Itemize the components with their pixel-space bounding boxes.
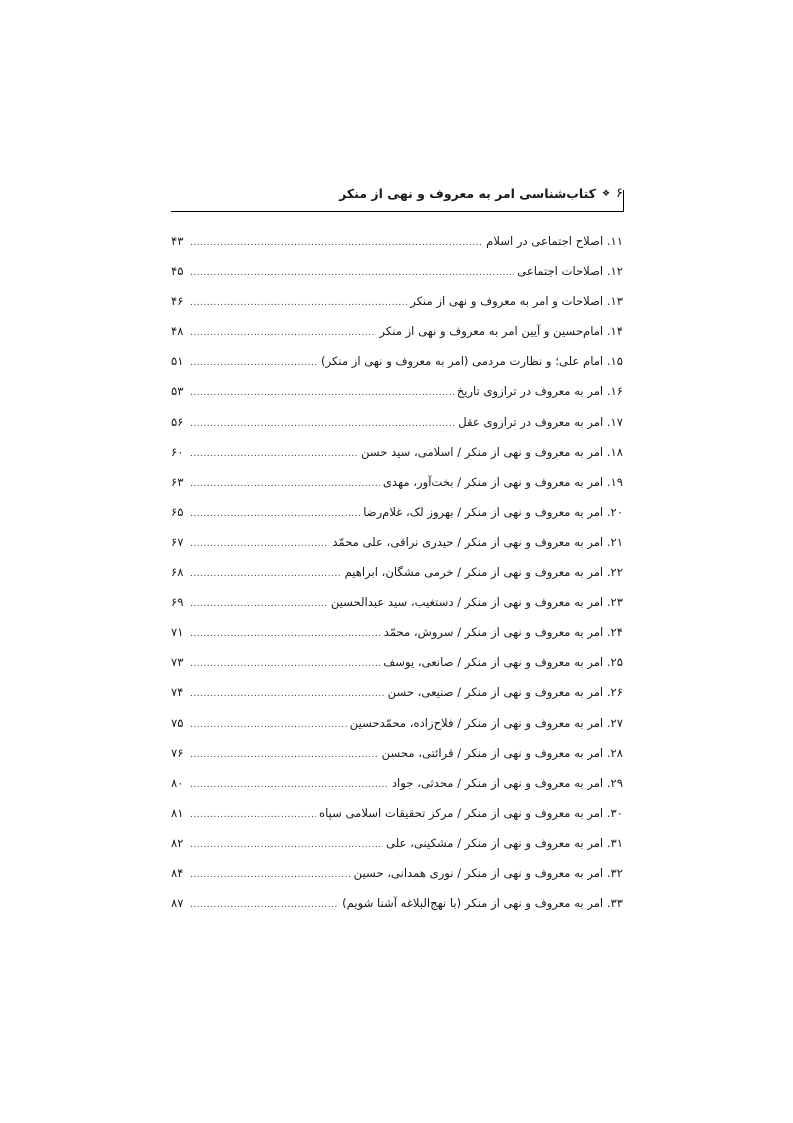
dot-leader: [190, 599, 328, 609]
toc-entry-title: ۳۱. امر به معروف و نهی از منکر / مشکینی، علی: [386, 835, 623, 850]
toc-entry-title: ۳۰. امر به معروف و نهی از منکر / مرکز تحقیقات اسلامی سپاه: [319, 805, 623, 820]
toc-entry-page: ۶۹: [171, 595, 184, 610]
toc-entry-page: ۴۳: [171, 234, 184, 248]
toc-entry-title: ۲۹. امر به معروف و نهی از منکر / محدثی، جواد: [391, 775, 623, 790]
toc-entry-page: ۵۶: [171, 414, 184, 429]
toc-entry-page: ۷۴: [171, 685, 184, 700]
toc-entry-title: ۱۵. امام علی؛ و نظارت مردمی (امر به معروف و نهی از منکر): [321, 354, 623, 369]
dot-leader: [190, 750, 379, 760]
dot-leader: [190, 720, 347, 730]
toc-entry[interactable]: [171, 836, 623, 866]
toc-entry[interactable]: [171, 535, 623, 565]
toc-entry-title: ۱۸. امر به معروف و نهی از منکر / اسلامی، سید حسن: [361, 444, 623, 459]
toc-entry-page: ۸۷: [171, 896, 184, 911]
toc-entry-title: ۱۲. اصلاحات اجتماعی: [517, 264, 623, 279]
toc-entry-page: ۶۵: [171, 504, 184, 519]
toc-entry[interactable]: [171, 776, 623, 806]
toc-entry-page: ۸۱: [171, 805, 184, 820]
running-header: [171, 186, 623, 212]
dot-leader: [190, 780, 389, 790]
toc-entry-page: ۴۶: [171, 294, 184, 309]
toc-entry-page: ۷۶: [171, 745, 184, 760]
header-page-number: ۶: [616, 186, 623, 201]
toc-entry-page: ۷۱: [171, 625, 184, 640]
toc-entry-title: ۱۱. اصلاح اجتماعی در اسلام: [486, 234, 623, 248]
toc-entry[interactable]: [171, 655, 623, 685]
toc-entry-title: ۲۳. امر به معروف و نهی از منکر / دستغیب، سید عبدالحسین: [330, 595, 623, 610]
toc-entry-page: ۴۸: [171, 324, 184, 339]
dot-leader: [190, 810, 316, 820]
toc-entry-title: ۲۶. امر به معروف و نهی از منکر / صنیعی، حسن: [387, 685, 623, 700]
toc-entry-page: ۶۳: [171, 474, 184, 489]
header-rule: [171, 211, 624, 212]
dot-leader: [190, 539, 329, 549]
toc-entry-title: ۲۲. امر به معروف و نهی از منکر / خرمی مشگان، ابراهیم: [344, 565, 623, 580]
toc-entry[interactable]: [171, 505, 623, 535]
toc-entry-title: ۳۳. امر به معروف و نهی از منکر (با نهج‌البلاغه آشنا شویم): [342, 896, 623, 911]
dot-leader: [190, 388, 454, 398]
dot-leader: [190, 840, 383, 850]
dot-leader: [190, 509, 360, 519]
diamond-ornament-icon: ❖: [601, 188, 611, 199]
toc-entry-page: ۶۸: [171, 565, 184, 580]
toc-entry-title: ۱۶. امر به معروف در ترازوی تاریخ: [456, 384, 623, 399]
toc-entry-title: ۲۷. امر به معروف و نهی از منکر / فلاح‌زاده، محمّدحسین: [349, 715, 623, 730]
toc-entry[interactable]: [171, 746, 623, 776]
toc-entry[interactable]: [171, 595, 623, 625]
toc-entry-title: ۱۴. امام‌حسین و آیین امر به معروف و نهی از منکر: [379, 324, 623, 339]
toc-entry[interactable]: [171, 716, 623, 746]
toc-entry-page: ۸۲: [171, 835, 184, 850]
dot-leader: [190, 298, 407, 308]
toc-entry[interactable]: [171, 866, 623, 896]
toc-entry-page: ۶۰: [171, 444, 184, 459]
toc-entry-title: ۲۴. امر به معروف و نهی از منکر / سروش، محمّد: [383, 625, 623, 640]
toc-entry-title: ۲۰. امر به معروف و نهی از منکر / بهروز لک، غلام‌رضا: [363, 504, 623, 519]
toc-entry[interactable]: [171, 415, 623, 445]
dot-leader: [190, 629, 381, 639]
toc-entry[interactable]: [171, 384, 623, 414]
toc-entry-page: ۵۱: [171, 354, 184, 369]
toc-entry-title: ۳۲. امر به معروف و نهی از منکر / نوری همدانی، حسین: [353, 865, 623, 880]
toc-entry-title: ۱۳. اصلاحات و امر به معروف و نهی از منکر: [410, 294, 623, 309]
dot-leader: [190, 870, 351, 880]
toc-entry[interactable]: [171, 234, 623, 264]
header-vertical-rule: [623, 190, 624, 212]
toc-entry[interactable]: [171, 354, 623, 384]
toc-entry[interactable]: [171, 324, 623, 354]
toc-entry[interactable]: [171, 445, 623, 475]
toc-entry[interactable]: [171, 685, 623, 715]
book-title: کتاب‌شناسی امر به معروف و نهی از منکر: [339, 186, 596, 201]
dot-leader: [190, 449, 358, 459]
dot-leader: [190, 900, 339, 910]
toc-entry-title: ۱۹. امر به معروف و نهی از منکر / بخت‌آور، مهدی: [382, 474, 623, 489]
dot-leader: [190, 268, 514, 278]
toc-entry[interactable]: [171, 625, 623, 655]
dot-leader: [190, 358, 318, 368]
toc-entry-title: ۲۵. امر به معروف و نهی از منکر / صانعی، یوسف: [383, 655, 623, 670]
toc-entry[interactable]: [171, 806, 623, 836]
toc-entry-title: ۲۸. امر به معروف و نهی از منکر / قرائتی، محسن: [381, 745, 623, 760]
table-of-contents: [171, 234, 623, 926]
running-header-content: [339, 186, 623, 201]
dot-leader: [190, 419, 455, 429]
toc-entry-title: ۲۱. امر به معروف و نهی از منکر / حیدری نراقی، علی محمّد: [332, 534, 623, 549]
toc-entry-page: ۸۰: [171, 775, 184, 790]
toc-entry[interactable]: [171, 264, 623, 294]
toc-entry-page: ۸۴: [171, 865, 184, 880]
toc-entry-page: ۷۳: [171, 655, 184, 670]
dot-leader: [190, 238, 483, 248]
toc-entry-page: ۷۵: [171, 715, 184, 730]
dot-leader: [190, 689, 385, 699]
toc-entry-page: ۵۳: [171, 384, 184, 399]
toc-entry-title: ۱۷. امر به معروف در ترازوی عقل: [458, 414, 623, 429]
toc-entry-page: ۶۷: [171, 534, 184, 549]
toc-entry-page: ۴۵: [171, 264, 184, 279]
toc-entry[interactable]: [171, 565, 623, 595]
dot-leader: [190, 659, 380, 669]
dot-leader: [190, 479, 380, 489]
toc-entry[interactable]: [171, 896, 623, 926]
toc-entry[interactable]: [171, 475, 623, 505]
dot-leader: [190, 569, 342, 579]
toc-entry[interactable]: [171, 294, 623, 324]
dot-leader: [190, 328, 376, 338]
